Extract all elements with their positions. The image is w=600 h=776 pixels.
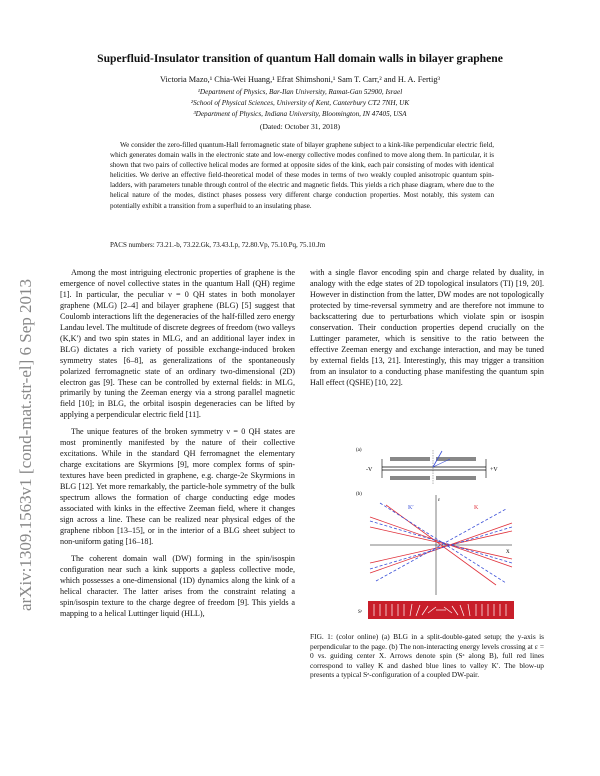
paragraph: The coherent domain wall (DW) forming in the spin/isospin configuration near such a kink supports a gapless collective mode, which possesses a one-dimensional (1D) dynamics along the kink of a helical character. The latter arises from the constraint relating a spin/isospin texture to the charge degree of freedom [9]. This yields a mapping to a helical Luttinger liquid (HLL), — [60, 553, 295, 618]
paragraph: The unique features of the broken symmetry ν = 0 QH states are most prominently manifested by the nature of their collective excitations. While in the standard QH ferromagnet the elementary charge excitations are Skyrmions [9], more complex forms of spin-textures have been predicted in graphene, e.g. charge-2e Skyrmions in BLG [12]. Yet more remarkably, the particle-hole symmetry of the bulk spectrum allows the formation of charge conducting edge modes associated with kinks in the effective Zeeman field, where it changes sign across a line. These can be realized near physical edges of the graphene ribbon [13–15], or in the interior of a BLG sheet subject to non-uniform gating [16–18]. — [60, 427, 295, 546]
figure-caption: FIG. 1: (color online) (a) BLG in a split-double-gated setup; the y-axis is perpendicular to the page. (b) The non-interacting energy levels crossing at ε = 0 vs. guiding center X. Arrows denote spin (Sᶻ along B), full red lines correspond to valley K and dashed blue lines to valley K′. The blow-up presents a typical Sᶻ-configuration of a coupled DW-pair. — [310, 632, 544, 680]
panel-a-label: (a) — [356, 448, 362, 453]
axis-epsilon-label: ε — [438, 498, 441, 503]
abstract: We consider the zero-filled quantum-Hall ferromagnetic state of bilayer graphene subject to a kink-like perpendicular electric field, which generates domain walls in the electronic state and low-energy collective modes confined to move along them. In particular, it is shown that two pairs of collective helical modes are formed at opposite sides of the kink, each pair consisting of modes with identical helicities. We derive an effective field-theoretical model of these modes in terms of two weakly coupled anisotropic quantum spin-ladders, with parameters tunable through control of the electric and magnetic fields. This yields a rich phase diagram, where due to the helical nature of the modes, distinct phases possess very different charge conduction properties. Most notably, this system can potentially exhibit a transition from a superfluid to an insulating phase. — [110, 141, 494, 210]
affiliation-2: ²School of Physical Sciences, University of Kent, Canterbury CT2 7NH, UK — [190, 99, 410, 107]
paragraph: with a single flavor encoding spin and charge related by duality, in analogy with the edge states of 2D topological insulators (TI) [19, 20]. However in distinction from the latter, DW modes are not topologically protected by time-reversal symmetry and are therefore not immune to backscattering due to perturbations which violate spin or isospin conservation. Their conduction properties depend crucially on the Luttinger parameter, which is sensitive to the ratio between the effective Zeeman energy and exchange interaction, and may be tuned by external fields [13, 21]. Interestingly, this may trigger a transition from an insulator to a conducting phase manifesting the quantum spin Hall effect (QSHE) [10, 22]. — [310, 268, 544, 387]
affiliation-3: ³Department of Physics, Indiana University, Bloomington, IN 47405, USA — [193, 110, 407, 118]
date-line: (Dated: October 31, 2018) — [259, 122, 341, 131]
body-column-left — [60, 268, 295, 626]
bottom-gate-right — [436, 476, 476, 480]
author-list: Victoria Mazo,¹ Chia-Wei Huang,¹ Efrat Shimshoni,¹ Sam T. Carr,² and H. A. Fertig³ — [160, 75, 440, 84]
paper-title: Superfluid-Insulator transition of quantum Hall domain walls in bilayer graphene — [97, 52, 503, 65]
axis-x-label: X — [506, 550, 510, 555]
affiliation-1: ¹Department of Physics, Bar-Ilan University, Ramat-Gan 52900, Israel — [197, 88, 403, 96]
body-column-right — [310, 268, 544, 394]
arxiv-identifier: arXiv:1309.1563v1 [cond-mat.str-el] 6 Sep 2013 — [16, 278, 35, 612]
pacs-numbers: PACS numbers: 73.21.-b, 73.22.Gk, 73.43.Lp, 72.80.Vp, 75.10.Pq, 75.10.Jm — [110, 241, 326, 249]
bottom-gate-left — [390, 476, 430, 480]
top-gate-right — [436, 457, 476, 461]
kprime-label: K′ — [408, 505, 414, 511]
panel-b-label: (b) — [356, 492, 362, 497]
k-label: K — [474, 505, 479, 511]
sz-label: Sᶻ — [358, 610, 363, 615]
plus-v-label: +V — [490, 467, 498, 473]
paragraph: Among the most intriguing electronic properties of graphene is the emergence of novel collective states in the quantum Hall (QH) regime [1]. In particular, the peculiar ν = 0 QH states in both monolayer graphene (MLG) [2–4] and bilayer graphene (BLG) [5] suggest that Coulomb interactions lift the degeneracies of the half-filled zero energy Landau level. The multitude of discrete degrees of freedom (two valleys (K,K′) and two spin states in MLG, and an additional layer index in BLG) dictates a rich variety of possible exchange-induced broken symmetry states [6–8], as generalizations of the spontaneously polarized ferromagnetic state of an ordinary two-dimensional (2D) electron gas [9]. These can be controlled by external fields: in MLG, primarily by tuning the Zeeman energy via a strong parallel magnetic field [10]; in BLG, the orbital isospin degeneracies can be lifted by applying a perpendicular electric field [11]. — [60, 268, 295, 420]
figure-1 — [356, 445, 526, 625]
top-gate-left — [390, 457, 430, 461]
minus-v-label: -V — [366, 467, 373, 473]
